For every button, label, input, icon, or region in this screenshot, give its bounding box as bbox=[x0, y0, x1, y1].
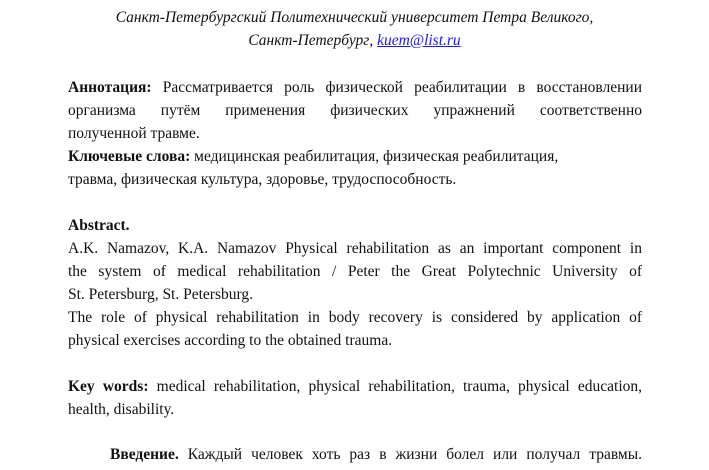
abstract-label-line bbox=[68, 214, 642, 237]
affiliation-city: Санкт-Петербург, bbox=[248, 32, 378, 49]
affiliation-institution: Санкт-Петербургский Политехнический университет Петра Великого, bbox=[115, 9, 594, 26]
annotation-line-1 bbox=[68, 76, 642, 99]
affiliation-line-2 bbox=[0, 29, 709, 52]
keywords-ru-label: Ключевые слова: bbox=[68, 148, 191, 165]
abstract-section bbox=[68, 214, 642, 352]
keywords-en-label: Key words: bbox=[68, 378, 149, 395]
annotation-section bbox=[68, 76, 642, 145]
email-link[interactable]: kuem@list.ru bbox=[377, 32, 461, 49]
annotation-line-2: организма путём применения физических упражнений соответственно bbox=[68, 102, 642, 119]
abstract-citation-line-3: St. Petersburg, St. Petersburg. bbox=[68, 286, 254, 303]
keywords-ru-text-1: медицинская реабилитация, физическая реабилитация, bbox=[190, 148, 559, 165]
keywords-ru-section bbox=[68, 145, 642, 191]
introduction-line bbox=[110, 443, 642, 466]
annotation-text-1: Рассматривается роль физической реабилитации в восстановлении bbox=[151, 79, 642, 96]
abstract-label: Abstract. bbox=[68, 217, 130, 234]
abstract-citation-line-2: the system of medical rehabilitation / Peter the Great Polytechnic University of bbox=[68, 263, 642, 280]
keywords-en-line-1 bbox=[68, 375, 642, 398]
introduction-text: Каждый человек хоть раз в жизни болел или получал травмы. bbox=[178, 446, 642, 463]
annotation-line-3: полученной травме. bbox=[68, 125, 200, 142]
affiliation-line-1 bbox=[0, 6, 709, 29]
keywords-ru-line-1 bbox=[68, 145, 642, 168]
abstract-body-line-2: physical exercises according to the obtained trauma. bbox=[68, 332, 393, 349]
annotation-label: Аннотация: bbox=[68, 79, 152, 96]
abstract-body-line-1: The role of physical rehabilitation in body recovery is considered by application of bbox=[68, 309, 642, 326]
keywords-en-section bbox=[68, 375, 642, 421]
keywords-en-line-2: health, disability. bbox=[68, 401, 175, 418]
keywords-en-text-1: medical rehabilitation, physical rehabilitation, trauma, physical education, bbox=[148, 378, 642, 395]
abstract-citation-line-1: A.K. Namazov, K.A. Namazov Physical rehabilitation as an important component in bbox=[68, 240, 642, 257]
keywords-ru-line-2: травма, физическая культура, здоровье, трудоспособность. bbox=[68, 171, 457, 188]
introduction-label: Введение. bbox=[110, 446, 179, 463]
